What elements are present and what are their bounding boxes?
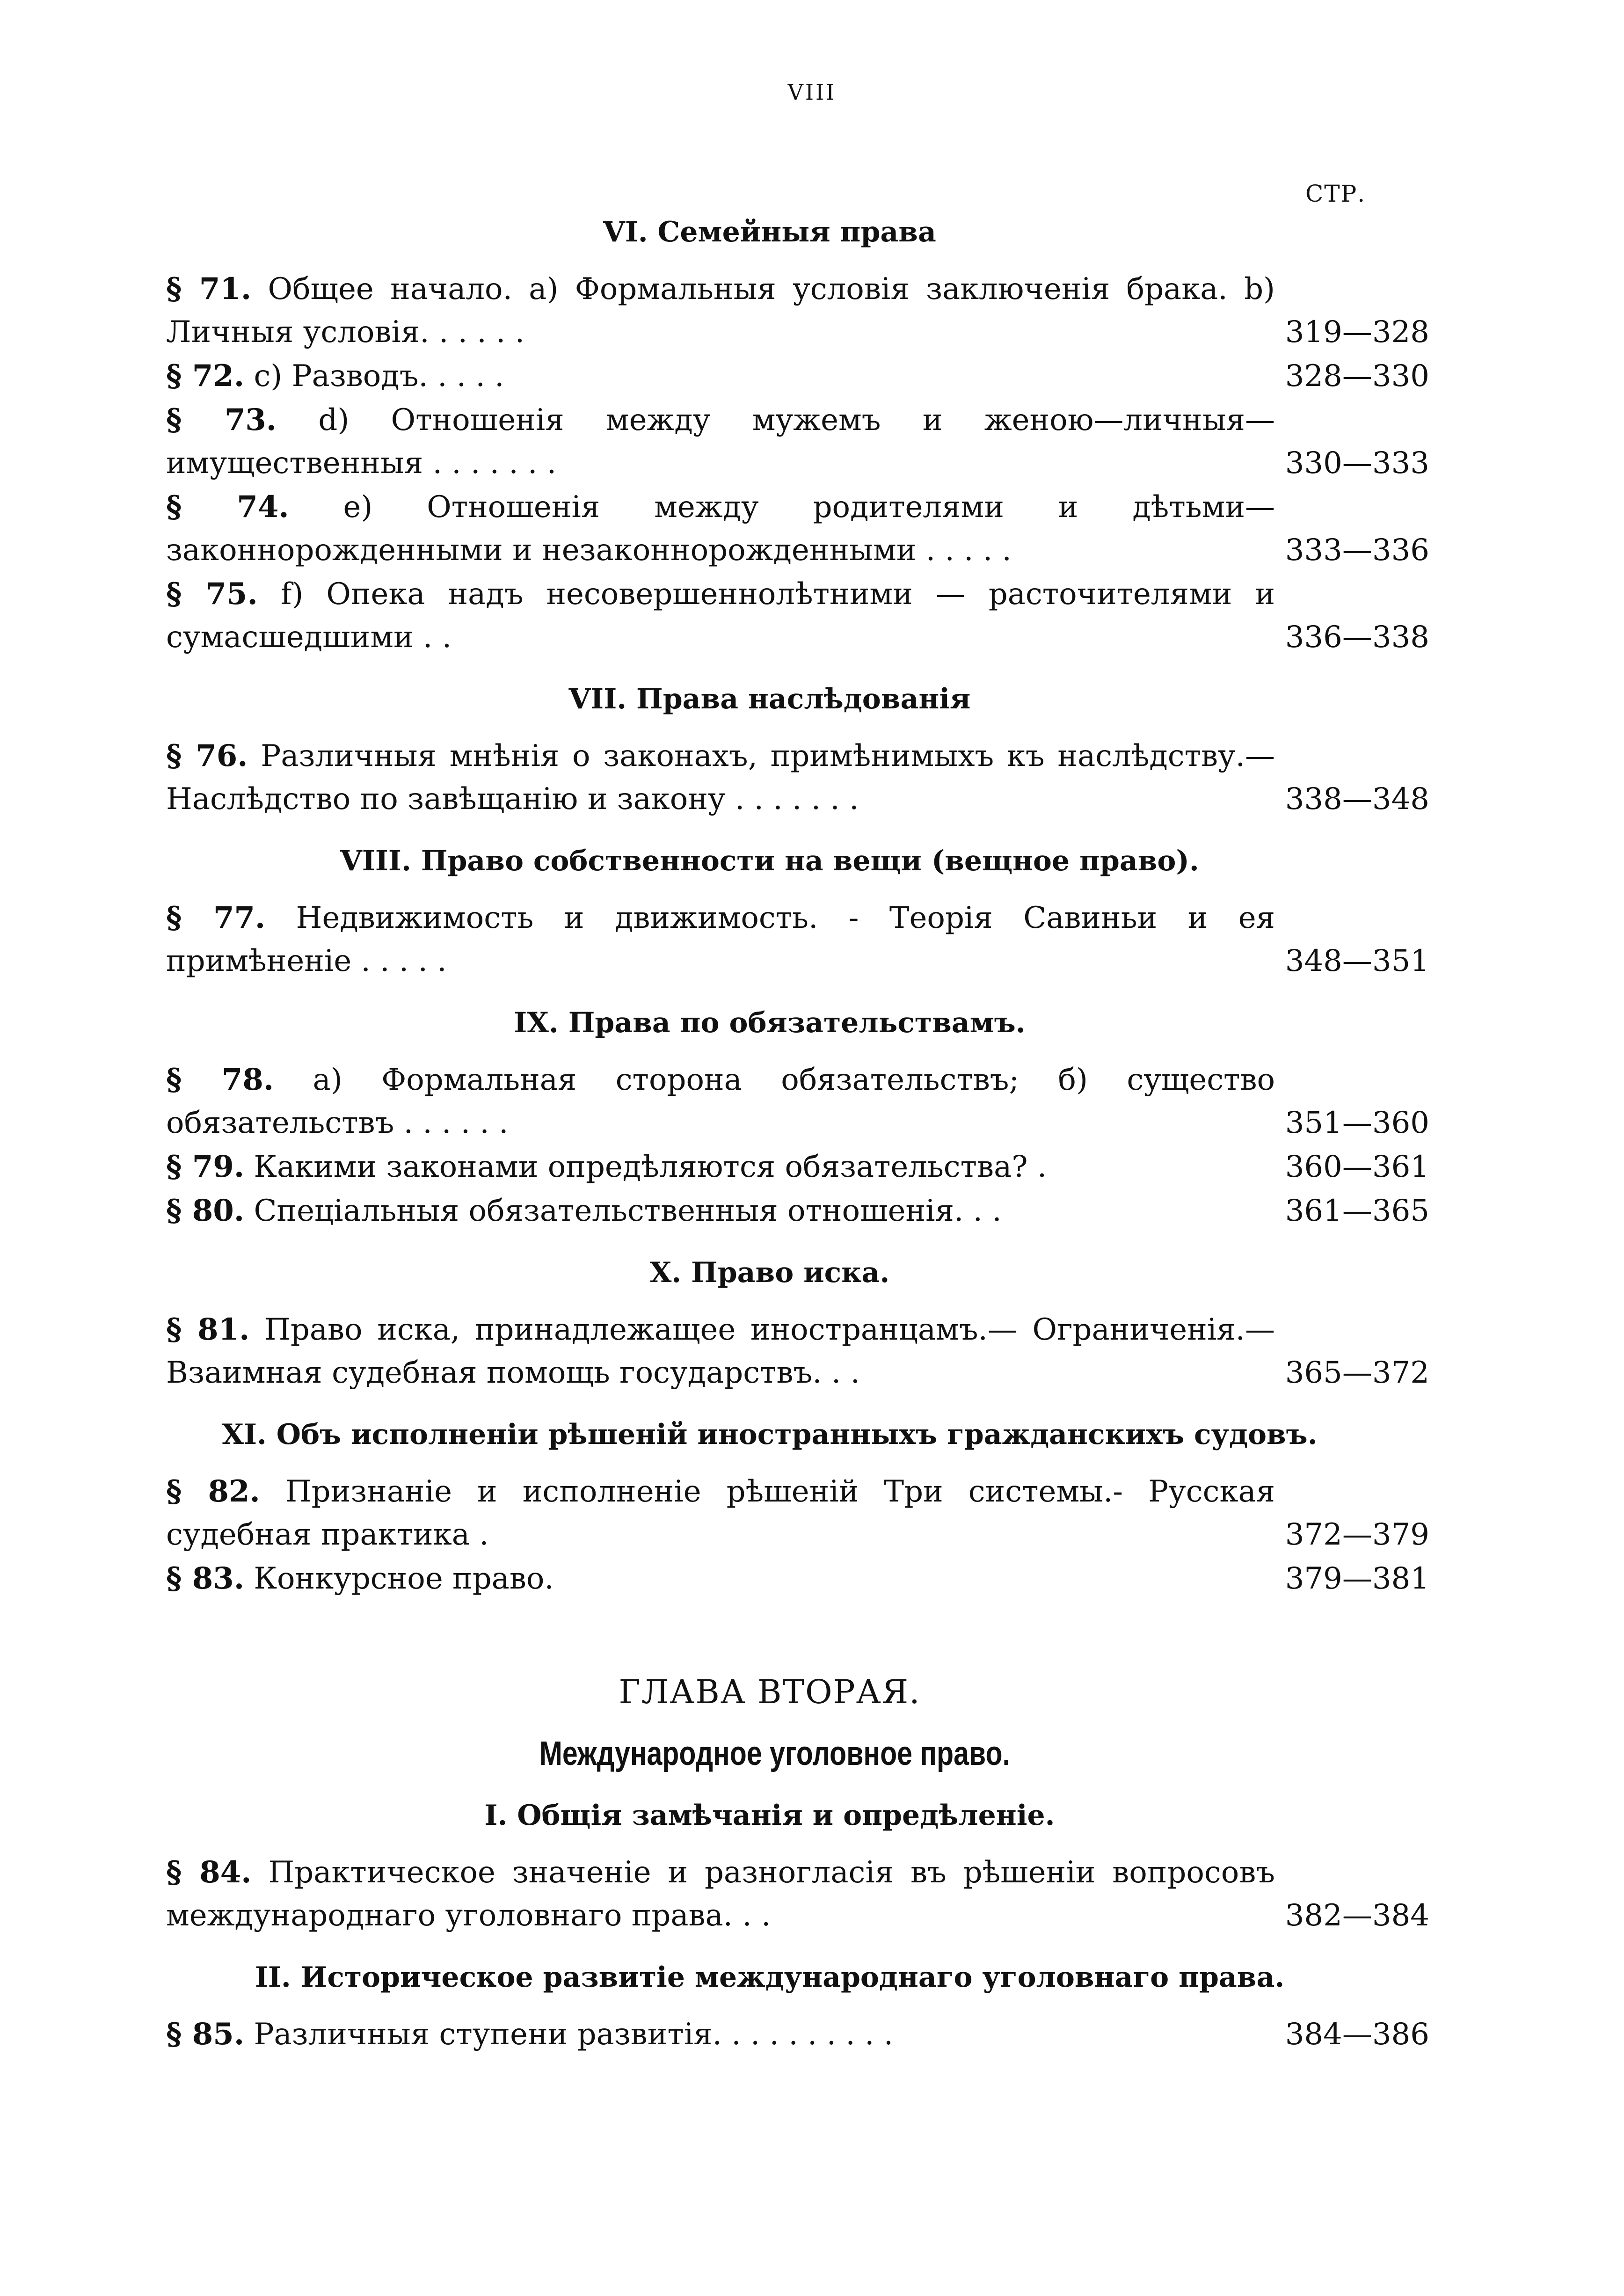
entry-pages: 361—365: [1285, 1194, 1429, 1228]
section-heading: XI. Объ исполненіи рѣшеній иностранныхъ гражданскихъ судовъ.: [222, 1418, 1318, 1451]
section-heading: VIII. Право собственности на вещи (вещное право).: [340, 845, 1199, 877]
entry-pages: 338—348: [1285, 782, 1429, 816]
entry-pages: 379—381: [1285, 1561, 1429, 1596]
entry-title: Признаніе и исполненіе рѣшеній Три системы.- Русская судебная практика .: [166, 1474, 1275, 1552]
toc-entry[interactable]: [166, 486, 1429, 572]
paragraph-number: § 85.: [166, 2017, 245, 2052]
entry-title: c) Разводъ. . . . .: [244, 359, 504, 394]
paragraph-number: § 71.: [166, 271, 252, 306]
toc-entry[interactable]: [166, 355, 1429, 398]
entry-pages: 333—336: [1285, 533, 1429, 568]
entry-title: Право иска, принадлежащее иностранцамъ.— Ограниченія.—Взаимная судебная помощь государствъ. . .: [166, 1312, 1275, 1390]
paragraph-number: § 79.: [166, 1149, 245, 1184]
entry-title: e) Отношенія между родителями и дѣтьми—законнорожденными и незаконнорожденными . . . . .: [166, 490, 1275, 568]
entry-title: Какими законами опредѣляются обязательства? .: [244, 1150, 1047, 1184]
toc-entry[interactable]: [166, 2013, 1429, 2056]
entry-title: f) Опека надъ несовершеннолѣтними — расточителями и сумасшедшими . .: [166, 577, 1275, 655]
paragraph-number: § 81.: [166, 1312, 250, 1347]
chapter-title: ГЛАВА ВТОРАЯ.: [619, 1673, 921, 1711]
paragraph-number: § 76.: [166, 738, 248, 773]
section-heading: VII. Права наслѣдованія: [568, 683, 971, 715]
paragraph-number: § 80.: [166, 1193, 245, 1228]
entry-title: d) Отношенія между мужемъ и женою—личныя—имущественныя . . . . . . .: [166, 403, 1275, 481]
section-heading: X. Право иска.: [649, 1256, 890, 1289]
entry-pages: 365—372: [1285, 1356, 1429, 1390]
toc-entry[interactable]: [166, 1145, 1429, 1188]
paragraph-number: § 83.: [166, 1561, 245, 1596]
entry-pages: 330—333: [1285, 446, 1429, 481]
entry-title: Спеціальныя обязательственныя отношенія. . .: [244, 1194, 1002, 1228]
paragraph-number: § 82.: [166, 1474, 260, 1509]
toc-entry[interactable]: [166, 1058, 1429, 1144]
entry-pages: 351—360: [1285, 1106, 1429, 1140]
toc-entry[interactable]: [166, 1308, 1429, 1394]
table-of-contents: [166, 211, 1429, 2057]
section-heading: IX. Права по обязательствамъ.: [514, 1006, 1026, 1039]
paragraph-number: § 74.: [166, 489, 289, 525]
entry-title: a) Формальная сторона обязательствъ; б) существо обязательствъ . . . . . .: [166, 1063, 1275, 1140]
section-heading: VI. Семейныя права: [603, 216, 936, 248]
entry-title: Различныя ступени развитія. . . . . . . . . .: [244, 2017, 894, 2052]
section-heading: I. Общія замѣчанія и опредѣленіе.: [484, 1799, 1055, 1832]
entry-pages: 382—384: [1285, 1898, 1429, 1933]
toc-entry[interactable]: [166, 897, 1429, 983]
toc-entry[interactable]: [166, 573, 1429, 659]
section-heading: II. Историческое развитіе международнаго уголовнаго права.: [255, 1961, 1285, 1994]
toc-entry[interactable]: [166, 1470, 1429, 1556]
paragraph-number: § 77.: [166, 900, 266, 935]
toc-entry[interactable]: [166, 1851, 1429, 1937]
entry-title: Недвижимость и движимость. - Теорія Савиньи и ея примѣненіе . . . . .: [166, 901, 1275, 978]
page-number: VIII: [787, 80, 837, 105]
toc-entry[interactable]: [166, 1557, 1429, 1600]
entry-pages: 372—379: [1285, 1517, 1429, 1552]
entry-pages: 336—338: [1285, 620, 1429, 655]
paragraph-number: § 78.: [166, 1062, 274, 1097]
entry-title: Практическое значеніе и разногласія въ рѣшеніи вопросовъ международнаго уголовнаго права. . .: [166, 1855, 1275, 1933]
paragraph-number: § 73.: [166, 402, 277, 437]
toc-entry[interactable]: [166, 1189, 1429, 1232]
chapter-subtitle: Международное уголовное право.: [539, 1735, 1010, 1772]
toc-entry[interactable]: [166, 399, 1429, 485]
page-column-label: СТР.: [1305, 180, 1366, 207]
toc-entry[interactable]: [166, 735, 1429, 821]
paragraph-number: § 72.: [166, 358, 245, 394]
entry-pages: 360—361: [1285, 1150, 1429, 1184]
entry-pages: 384—386: [1285, 2017, 1429, 2052]
entry-title: Конкурсное право.: [244, 1561, 554, 1596]
toc-entry[interactable]: [166, 268, 1429, 354]
paragraph-number: § 75.: [166, 576, 258, 612]
entry-pages: 328—330: [1285, 359, 1429, 394]
entry-pages: 348—351: [1285, 944, 1429, 978]
entry-title: Различныя мнѣнія о законахъ, примѣнимыхъ къ наслѣдству.—Наслѣдство по завѣщанію и закону . . . . . . .: [166, 739, 1275, 816]
entry-pages: 319—328: [1285, 315, 1429, 350]
paragraph-number: § 84.: [166, 1855, 252, 1890]
entry-title: Общее начало. a) Формальныя условія заключенія брака. b) Личныя условія. . . . . .: [166, 272, 1275, 350]
